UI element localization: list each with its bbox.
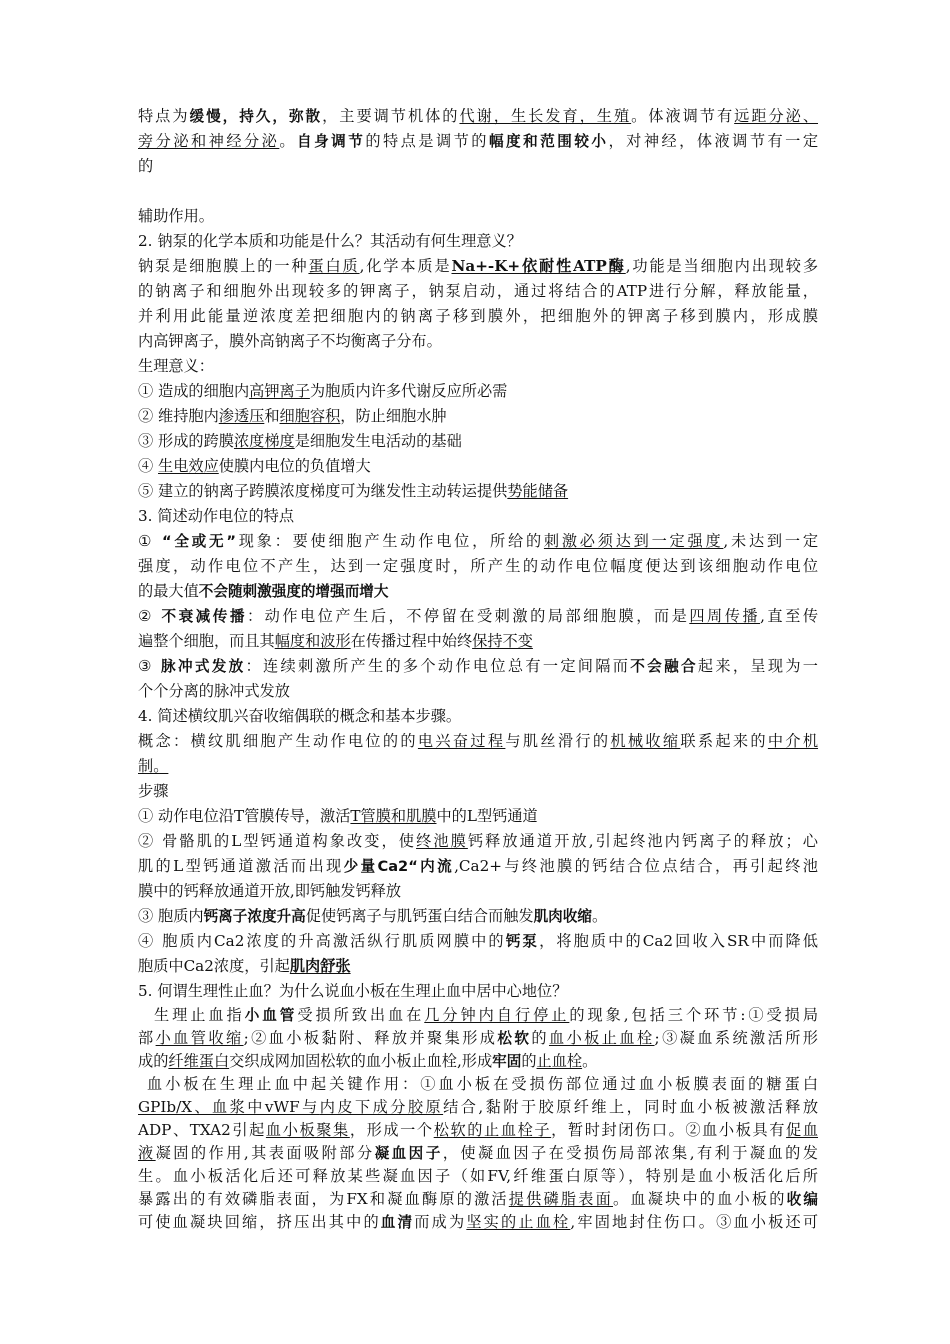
underlined-text: 渗透压	[218, 407, 265, 425]
text-run: ：连续刺激所产生的多个动作电位总有一定间隔而	[245, 657, 631, 675]
bold-text: 肌肉舒张	[289, 957, 351, 975]
text-run: ③	[138, 657, 162, 675]
text-line	[138, 479, 818, 504]
text-line	[138, 329, 818, 354]
text-line	[138, 629, 818, 654]
underlined-text: 远距分泌、	[734, 107, 819, 125]
text-line	[138, 979, 818, 1004]
underlined-text: 旁分泌和神经分泌	[138, 132, 280, 150]
text-run: 辅助作用。	[138, 207, 214, 225]
text-run: 内高钾离子，膜外高钠离子不均衡离子分布。	[138, 332, 442, 350]
underlined-text: 几分钟内自行停止	[424, 1006, 570, 1024]
text-line	[138, 654, 818, 679]
text-run: ，使凝血因子在受损伤局部浓集,有利于凝血的发	[442, 1144, 818, 1162]
underlined-text: 中介机	[767, 732, 819, 750]
text-line	[138, 1096, 818, 1119]
text-run: 凝固的作用,其表面吸附部分	[155, 1144, 375, 1162]
text-run: ④ 胞质内Ca2浓度的升高激活纵行肌质网膜中的	[138, 932, 506, 950]
text-run: 交织成网加固松软的血小板止血栓,形成	[229, 1052, 493, 1070]
text-run: ，主要调节机体的	[322, 107, 460, 125]
underlined-text: 电兴奋过程	[417, 732, 506, 750]
underlined-text: T管膜和肌膜	[350, 807, 437, 825]
text-line	[138, 854, 818, 879]
text-line	[138, 254, 818, 279]
underlined-text: 液	[138, 1144, 156, 1162]
bold-text: 凝血因子	[374, 1145, 443, 1162]
bold-text: 钙泵	[505, 933, 540, 950]
text-run: 生。血小板活化后还可释放某些凝血因子（如FV,纤维蛋白原等），特别是血小板活化后所	[138, 1167, 818, 1185]
text-line	[138, 304, 818, 329]
text-run: ADP、TXA2引起	[138, 1121, 266, 1139]
bold-text: 不会随刺激强度的增强而增大	[198, 583, 389, 600]
text-run: ① 动作电位沿T管膜传导，激活	[138, 807, 351, 825]
text-run: ：动作电位产生后，不停留在受刺激的局部细胞膜，而是	[246, 607, 690, 625]
underlined-text: 坚实的止血栓	[466, 1213, 571, 1231]
underlined-text: 机械收缩	[610, 732, 681, 750]
text-line	[138, 1188, 818, 1211]
text-run: 的特点是调节的	[365, 132, 489, 150]
text-line	[138, 779, 818, 804]
text-run: 4. 简述横纹肌兴奋收缩偶联的概念和基本步骤。	[138, 707, 462, 725]
text-run: 钙释放通道开放,引起终池内钙离子的释放；心	[467, 832, 818, 850]
text-run: 。	[279, 132, 298, 150]
underlined-text: 纤维蛋白	[168, 1052, 230, 1070]
text-run: 生理意义：	[138, 357, 214, 375]
text-line	[138, 929, 818, 954]
text-run: 3. 简述动作电位的特点	[138, 507, 295, 525]
underlined-text: 止血栓	[536, 1052, 583, 1070]
text-run: ，形成一个	[349, 1121, 434, 1139]
text-line	[138, 1050, 818, 1073]
underlined-text: 促血	[786, 1121, 819, 1139]
text-line	[138, 279, 818, 304]
text-run: ,直至传	[760, 607, 819, 625]
text-line	[138, 504, 818, 529]
text-run: 的钠离子和细胞外出现较多的钾离子，钠泵启动，通过将结合的ATP进行分解，释放能量，	[138, 282, 818, 300]
underlined-text: 势能储备	[507, 482, 569, 500]
text-run: 的	[138, 157, 154, 175]
underlined-text: 制。	[138, 757, 169, 775]
text-run: 起来，呈现为一	[697, 657, 818, 675]
text-line	[138, 154, 818, 179]
text-line	[138, 1119, 818, 1142]
text-line	[138, 579, 818, 604]
underlined-text: 终池膜	[416, 832, 468, 850]
text-line	[138, 804, 818, 829]
text-run: ①	[138, 532, 162, 550]
text-line	[138, 704, 818, 729]
text-run: ④	[138, 457, 159, 475]
bold-text: Na+-K+依耐性ATP酶	[451, 257, 626, 275]
text-line	[138, 904, 818, 929]
text-run: 联系起来的	[680, 732, 768, 750]
bold-text: 松软	[497, 1030, 532, 1047]
text-line	[138, 1142, 818, 1165]
underlined-text: 血小板聚集	[265, 1121, 350, 1139]
bold-text: 收编	[786, 1191, 818, 1208]
text-run: ②	[138, 607, 162, 625]
bold-text: 自身调节	[297, 133, 366, 150]
text-run: ,化学本质是	[359, 257, 452, 275]
text-line	[138, 1027, 818, 1050]
underlined-text: 刺激必须达到一定强度	[543, 532, 724, 550]
text-run: 可使血凝块回缩，挤压出其中的	[138, 1213, 381, 1231]
text-line	[138, 529, 818, 554]
text-run: ① 造成的细胞内	[138, 382, 250, 400]
text-run: 结合,黏附于胶原纤维上，同时血小板被激活释放	[443, 1098, 819, 1116]
text-run: 5. 何谓生理性止血？为什么说血小板在生理止血中居中心地位？	[138, 982, 568, 1000]
bold-text: 钙离子浓度升高	[203, 908, 306, 925]
bold-text: 小血管	[244, 1007, 298, 1024]
text-run: 膜中的钙释放通道开放,即钙触发钙释放	[138, 882, 402, 900]
bold-text: 脉冲式发放	[161, 658, 246, 675]
bold-text: 牢固	[492, 1053, 522, 1070]
text-run: 钠泵是细胞膜上的一种	[138, 257, 309, 275]
text-run: 。	[591, 907, 608, 925]
underlined-text: 蛋白质	[308, 257, 360, 275]
text-run: 的最大值	[138, 582, 199, 600]
text-run: 2. 钠泵的化学本质和功能是什么？其活动有何生理意义？	[138, 232, 522, 250]
text-run: 遍整个细胞，而且其	[138, 632, 275, 650]
underlined-text: 幅度和波形	[274, 632, 351, 650]
text-run: 。体液调节有	[631, 107, 735, 125]
text-run: ，对神经，体液调节有一定	[608, 132, 819, 150]
text-line	[138, 1004, 818, 1027]
bold-text: 肌肉收缩	[533, 908, 592, 925]
text-run: 使膜内电位的负值增大	[218, 457, 371, 475]
underlined-text: 细胞容积	[279, 407, 341, 425]
text-line	[138, 404, 818, 429]
text-run: 在传播过程中始终	[350, 632, 473, 650]
underlined-text: 血小板止血栓	[548, 1029, 655, 1047]
bold-text: 幅度和范围较小	[488, 133, 609, 150]
text-run: 成的	[138, 1052, 169, 1070]
text-line	[138, 129, 818, 154]
text-line	[138, 104, 818, 129]
text-run: 而成为	[414, 1213, 467, 1231]
text-line	[138, 754, 818, 779]
text-run: ;③凝血系统激活所形	[654, 1029, 818, 1047]
text-run: ③ 形成的跨膜	[138, 432, 234, 450]
text-run: 的现象,包括三个环节:①受损局	[569, 1006, 819, 1024]
bold-text: 不会融合	[630, 658, 698, 675]
text-line	[138, 1165, 818, 1188]
text-run: 生理止血指	[154, 1006, 245, 1024]
text-run: 和	[264, 407, 280, 425]
text-run: ② 维持胞内	[138, 407, 219, 425]
text-run: 。	[582, 1052, 598, 1070]
underlined-text: 浓度梯度	[233, 432, 295, 450]
text-run: 肌的L型钙通道激活而出现	[138, 857, 344, 875]
text-line	[138, 229, 818, 254]
text-line	[138, 679, 818, 704]
text-run: ，暂时封闭伤口。②血小板具有	[551, 1121, 787, 1139]
text-run: 暴露出的有效磷脂表面，为FX和凝血酶原的激活	[138, 1190, 509, 1208]
bold-text: 不衰减传播	[161, 608, 247, 625]
text-line	[138, 379, 818, 404]
text-run: 胞质中Ca2浓度，引起	[138, 957, 290, 975]
text-line	[138, 554, 818, 579]
text-line	[138, 1073, 818, 1096]
text-run: 为胞质内许多代谢反应所必需	[309, 382, 508, 400]
text-run: 概念：横纹肌细胞产生动作电位的的	[138, 732, 418, 750]
bold-text: 少量Ca2“内流	[343, 858, 455, 875]
underlined-text: 松软的止血栓子	[433, 1121, 552, 1139]
text-run: 血小板在生理止血中起关键作用：①血小板在受损伤部位通过血小板膜表面的糖蛋白	[147, 1075, 818, 1093]
text-line	[138, 954, 818, 979]
text-run: 与肌丝滑行的	[505, 732, 611, 750]
text-run: 强度，动作电位不产生，达到一定强度时，所产生的动作电位幅度便达到该细胞动作电位	[138, 557, 818, 575]
bold-text: 血清	[380, 1214, 415, 1231]
text-run: ③ 胞质内	[138, 907, 204, 925]
text-run: ⑤ 建立的钠离子跨膜浓度梯度可为继发性主动转运提供	[138, 482, 508, 500]
text-run: 中的L型钙通道	[436, 807, 538, 825]
text-line	[138, 204, 818, 229]
text-run: ,牢固地封住伤口。③血小板还可	[570, 1213, 819, 1231]
text-line	[138, 879, 818, 904]
underlined-text: 内皮下成分胶原	[319, 1098, 444, 1116]
text-run: 并利用此能量逆浓度差把细胞内的钠离子移到膜外，把细胞外的钾离子移到膜内，形成膜	[138, 307, 818, 325]
text-line	[138, 729, 818, 754]
text-run: 。血凝块中的血小板的	[612, 1190, 787, 1208]
text-line	[138, 829, 818, 854]
text-run: ,未达到一定	[723, 532, 819, 550]
text-run: 的	[521, 1052, 537, 1070]
text-line	[138, 354, 818, 379]
text-run: 特点为	[138, 107, 190, 125]
text-run: 部	[138, 1029, 156, 1047]
underlined-text: 高钾离子	[249, 382, 310, 400]
text-run: ② 骨骼肌的L型钙通道构象改变，使	[138, 832, 417, 850]
text-line	[138, 429, 818, 454]
text-run: 促使钙离子与肌钙蛋白结合而触发	[305, 907, 534, 925]
underlined-text: 代谢，生长发育，生殖	[459, 107, 632, 125]
text-run: 受损所致出血在	[297, 1006, 425, 1024]
text-run: ;②血小板黏附、释放并聚集形成	[243, 1029, 498, 1047]
underlined-text: 提供磷脂表面	[508, 1190, 613, 1208]
text-run: 现象：要使细胞产生动作电位，所给的	[235, 532, 544, 550]
text-run: 是细胞发生电活动的基础	[294, 432, 462, 450]
text-line	[138, 1211, 818, 1234]
underlined-text: GPIb/X、血浆中vWF与	[138, 1098, 320, 1116]
underlined-text: 四周传播	[689, 607, 761, 625]
text-run: ，防止细胞水肿	[340, 407, 447, 425]
text-line	[138, 454, 818, 479]
underlined-text: 小血管收缩	[155, 1029, 244, 1047]
text-run: ，将胞质中的Ca2回收入SR中而降低	[539, 932, 818, 950]
text-run: ,Ca2+与终池膜的钙结合位点结合，再引起终池	[454, 857, 818, 875]
underlined-text: 保持不变	[472, 632, 533, 650]
blank-line	[138, 179, 818, 204]
text-run: 个个分离的脉冲式发放	[138, 682, 290, 700]
underlined-text: 生电效应	[158, 457, 219, 475]
bold-text: “全或无”	[161, 533, 236, 550]
document-page	[138, 104, 818, 1234]
bold-text: 缓慢，持久，弥散	[189, 108, 323, 125]
text-run: ,功能是当细胞内出现较多	[625, 257, 819, 275]
text-run: 步骤	[138, 782, 169, 800]
text-line	[138, 604, 818, 629]
text-run: 的	[531, 1029, 549, 1047]
